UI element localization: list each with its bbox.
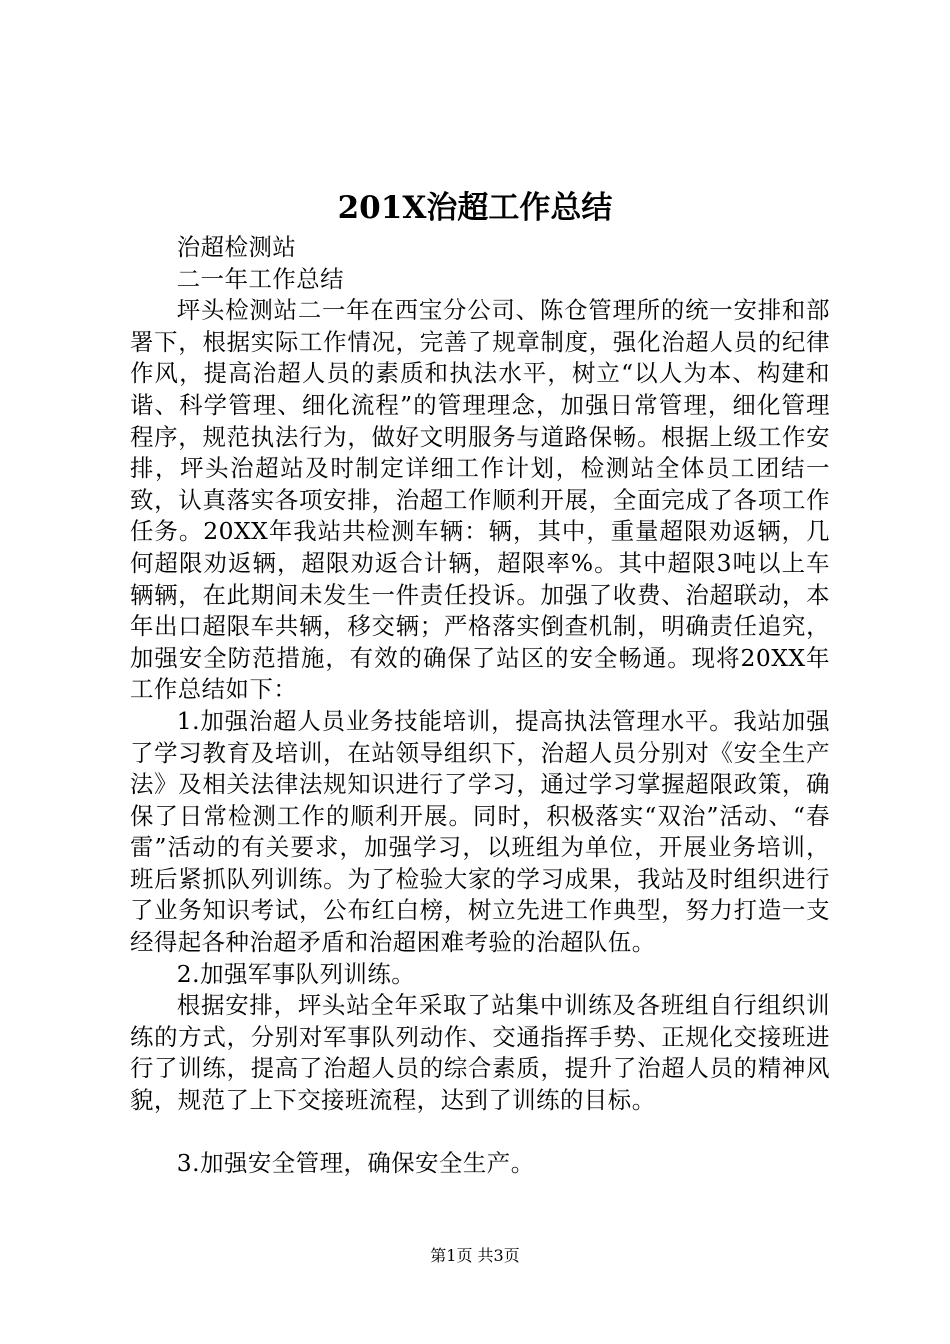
paragraph-intro: 坪头检测站二一年在西宝分公司、陈仓管理所的统一安排和部署下，根据实际工作情况，完善了规章制度，强化治超人员的纪律作风，提高治超人员的素质和执法水平，树立“以人为本、构建和谐、科学管理、细化流程”的管理理念，加强日常管理，细化管理程序，规范执法行为，做好文明服务与道路保畅。根据上级工作安排，坪头治超站及时制定详细工作计划，检测站全体员工团结一致，认真落实各项安排，治超工作顺利开展，全面完成了各项工作任务。20XX年我站共检测车辆：辆，其中，重量超限劝返辆，几何超限劝返辆，超限劝返合计辆，超限率%。其中超限3吨以上车辆辆，在此期间未发生一件责任投诉。加强了收费、治超联动，本年出口超限车共辆，移交辆；严格落实倒查机制，明确责任追究，加强安全防范措施，有效的确保了站区的安全畅通。现将20XX年工作总结如下： <box>130 296 830 704</box>
paragraph-section-2-body: 根据安排，坪头站全年采取了站集中训练及各班组自行组织训练的方式，分别对军事队列动作、交通指挥手势、正规化交接班进行了训练，提高了治超人员的综合素质，提升了治超人员的精神风貌，规范了上下交接班流程，达到了训练的目标。 <box>130 991 830 1115</box>
page-footer: 第1页 共3页 <box>430 1246 520 1265</box>
document-body <box>130 232 830 1180</box>
paragraph-station-name: 治超检测站 <box>176 233 297 261</box>
paragraph-section-1: 1.加强治超人员业务技能培训，提高执法管理水平。我站加强了学习教育及培训，在站领导组织下，治超人员分别对《安全生产法》及相关法律法规知识进行了学习，通过学习掌握超限政策，确保了日常检测工作的顺利开展。同时，积极落实“双治”活动、“春雷”活动的有关要求，加强学习，以班组为单位，开展业务培训，班后紧抓队列训练。为了检验大家的学习成果，我站及时组织进行了业务知识考试，公布红白榜，树立先进工作典型，努力打造一支经得起各种治超矛盾和治超困难考验的治超队伍。 <box>130 706 830 957</box>
document-title: 201X治超工作总结 <box>337 190 613 226</box>
paragraph-summary-subtitle: 二一年工作总结 <box>176 264 345 293</box>
paragraph-section-2-heading: 2.加强军事队列训练。 <box>176 959 416 988</box>
paragraph-section-3-heading: 3.加强安全管理，确保安全生产。 <box>176 1149 535 1178</box>
